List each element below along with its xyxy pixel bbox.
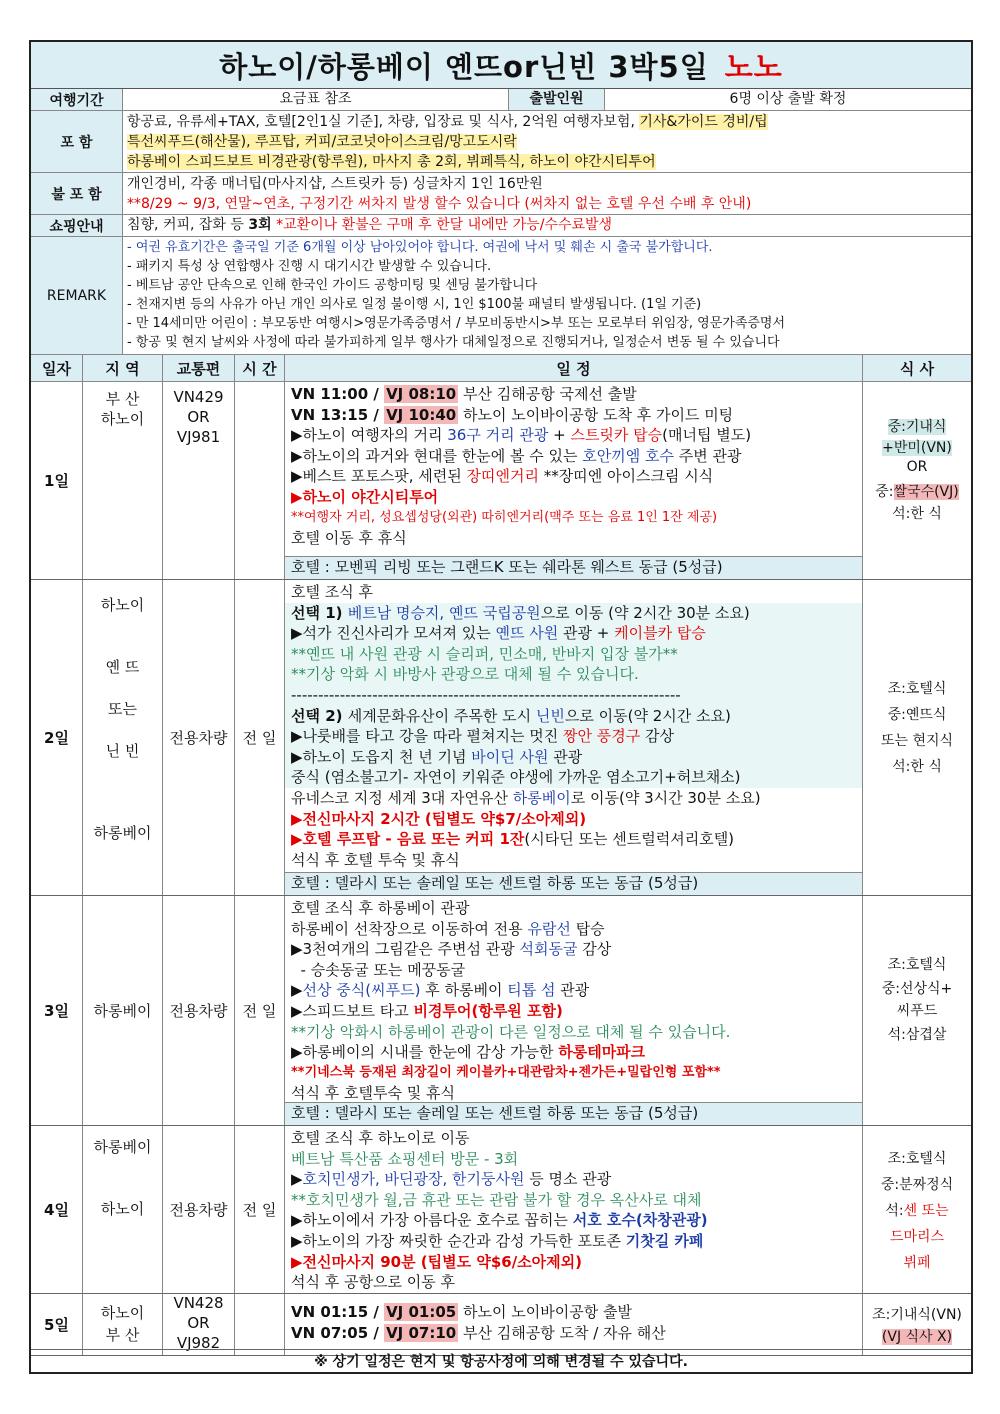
day-4-region [83,1126,163,1293]
day-2-rest: 석식 후 호텔 투숙 및 휴식 [291,850,460,869]
day-1-flight-vj: VJ981 [176,428,221,446]
day-3-row [31,896,971,1126]
header-transport: 교통편 [163,355,235,381]
day-2-option-1-l2-mid: 관광 + [558,624,615,643]
day-1-time [235,382,285,579]
day-2-yentu-temple: 옌뜨 사원 [495,624,559,643]
day-2-option-1-l2: ▶석가 진신사리가 모셔져 있는 [291,624,496,643]
day-3-weather-note: **기상 악화시 하롱베이 관광이 다른 일정으로 대체 될 수 있습니다. [291,1022,731,1041]
day-2-transport: 전용차량 [163,580,235,895]
day-2-region-ninhbinh: 닌 빈 [105,742,140,760]
day-5-label: 5일 [31,1294,83,1355]
day-3-meal-lunch: 중:선상식+ [881,981,953,997]
day-2-option-2-l3-end: 관광 [548,747,583,766]
day-4-meal-dinner-2: 드마리스 [889,1229,945,1245]
day-1-trang-tien: 장띠엔거리 [466,467,539,486]
day-1-flight-vn: VN429 [173,388,224,406]
day-3-rest: 석식 후 호텔투숙 및 휴식 [291,1084,455,1103]
day-1-arrive-desc: 하노이 노이바이공항 도착 후 가이드 미팅 [458,405,734,424]
day-2-region-yentu: 옌 뜨 [105,658,140,676]
day-3-transport: 전용차량 [163,896,235,1125]
remark-content [123,237,971,354]
shopping-label: 쇼핑안내 [31,215,123,236]
footer-note: ※ 상기 일정은 현지 및 항공사정에 의해 변경될 수 있습니다. [31,1349,971,1372]
day-1-region-to: 하노이 [100,410,145,428]
day-1-region [83,382,163,579]
day-3-l5-mid: 후 하롱베이 [420,981,508,1000]
day-2-meal-breakfast: 조:호텔식 [887,681,947,697]
day-4-meal-lunch: 중:분짜정식 [880,1177,954,1193]
day-2-hotel: 호텔 : 델라시 또는 솔레일 또는 센트럴 하롱 또는 동급 (5성급) [285,872,862,895]
shopping-note: *교환이나 환불은 구매 후 한달 내에만 가능/수수료발생 [271,217,613,233]
day-1-region-from: 부 산 [105,390,140,408]
day-5-depart-vj: VJ 01:05 [386,1303,457,1321]
include-line-3: 하롱베이 스피드보트 비경관광(항루원), 마사지 총 2회, 뷔페특식, 하노이 야간시티투어 [127,154,656,170]
day-3-l3-end: 감상 [577,940,612,959]
day-2-yentu-park: 베트남 명승지, 옌뜨 국립공원 [347,603,541,622]
day-5-meals [863,1294,971,1355]
day-2-option-2-l3: ▶하노이 도읍지 천 년 기념 [291,747,472,766]
day-2-region-or: 또는 [108,700,137,718]
day-5-time [235,1294,285,1355]
day-1-meal-pho: 쌀국수(VJ) [893,484,959,500]
day-2-row [31,580,971,896]
day-5-flight-vj: VJ982 [176,1334,221,1352]
day-1-depart-vj: VJ 08:10 [386,385,457,403]
day-5-flight-vn: VN428 [173,1294,224,1312]
day-4-l6-text: ▶하노이의 가장 짜릿한 순간과 감성 가득한 포토존 [291,1231,626,1250]
day-3-label: 3일 [31,896,83,1125]
day-4-massage: ▶전신마사지 90분 (팁별도 약$6/소아제외) [291,1252,583,1271]
remark-6: - 항공 및 현지 날씨와 사정에 따라 불가피하게 일부 행사가 대체일정으로 진행되거나, 일정순서 변동 될 수 있습니다 [127,335,780,350]
day-5-depart-desc: 하노이 노이바이공항 출발 [458,1303,632,1321]
day-2-option-1-note-2: **기상 악화 시 바방사 관광으로 대체 될 수 있습니다. [291,665,639,684]
day-1-streetcar: 스트릿카 탑승 [570,426,663,445]
day-3-l2-end: 탑승 [570,919,605,938]
day-1-l3-plus: + [548,426,571,445]
day-3-l8-text: ▶하롱베이의 시내를 한눈에 감상 가능한 [291,1043,559,1062]
shopping-content [123,215,971,236]
day-4-row [31,1126,971,1294]
day-1-depart-desc: 부산 김해공항 국제선 출발 [458,385,637,403]
day-4-meal-dinner: 센 또는 [903,1203,949,1219]
day-2-region-hanoi: 하노이 [100,596,145,614]
day-2-breakfast: 호텔 조식 후 [291,583,373,601]
header-itinerary: 일 정 [285,355,863,381]
day-3-l5-bullet: ▶ [291,981,303,1000]
include-label: 포 함 [31,111,123,172]
remark-5: - 만 14세미만 어린이 : 부모동반 여행시>영문가족증명서 / 부모비동반시>부 또는 모로부터 위임장, 영문가족증명서 [127,316,786,331]
day-1-rest: 호텔 이동 후 휴식 [291,529,407,548]
remark-2: - 패키지 특성 상 연합행사 진행 시 대기시간 발생할 수 있습니다. [127,259,492,274]
day-1-hoan-kiem: 호안끼엠 호수 [582,446,674,465]
day-1-icecream: **장띠엔 아이스크림 시식 [538,467,714,486]
day-3-themepark-note: **기네스북 등재된 최장길이 케이블카+대관람차+젠가든+밀랍인형 포함** [291,1064,721,1080]
day-4-west-lake: 서호 호수(차창관광) [572,1211,708,1230]
shopping-count: 3회 [248,217,272,233]
day-3-l1: 호텔 조식 후 하롱베이 관광 [291,899,470,917]
day-2-divider: ------------------------------------------------------------------------ [291,685,681,704]
day-4-closed-note: **호치민생가 월,금 휴관 또는 관람 불가 할 경우 옥산사로 대체 [291,1190,702,1209]
itinerary-sheet [29,40,973,1374]
remark-row [31,237,971,355]
day-4-label: 4일 [31,1126,83,1293]
day-1-meal-lunch-prefix: 중: [875,484,894,500]
day-2-option-2-text: 세계문화유산이 주목한 도시 [347,706,536,725]
day-2-meal-dinner: 석:한 식 [892,759,942,775]
day-4-shopping: 베트남 특산품 쇼핑센터 방문 - 3회 [291,1149,519,1168]
remark-label: REMARK [31,237,123,354]
day-2-option-2-lunch: 중식 (염소불고기- 자연이 키워준 야생에 가까운 염소고기+허브채소) [291,768,741,787]
day-4-train-cafe: 기찻길 카페 [625,1231,704,1250]
day-3-cruise: 유람선 [527,919,571,938]
day-1-36-streets: 36구 거리 관광 [447,426,549,445]
day-5-arrive-desc: 부산 김해공항 도착 / 자유 해산 [458,1323,666,1342]
day-2-ninhbinh: 닌빈 [535,706,565,725]
day-2-rooftop-hotel: (시타딘 또는 센트럴럭셔리호텔) [524,830,735,849]
day-5-row [31,1294,971,1356]
day-3-l2-text: 하롱베이 선착장으로 이동하여 전용 [291,919,528,938]
period-row [31,89,971,111]
exclude-content [123,173,971,214]
remark-1: - 여권 유효기간은 출국일 기준 6개월 이상 남아있어야 합니다. 여권에 낙서 및 훼손 시 출국 불가합니다. [127,240,713,255]
day-1-arrive-vn: VN 13:15 / [291,405,385,424]
day-4-ho-chi-minh: 호치민생가, 바딘광장, 한기둥사원 [302,1170,525,1189]
day-5-arrive-vj: VJ 07:10 [386,1323,457,1342]
exclude-row [31,173,971,215]
day-3-titop: 티톱 섬 [507,981,556,1000]
day-3-themepark: 하롱테마파크 [558,1043,646,1062]
shopping-items: 침향, 커피, 잡화 등 [127,217,249,233]
day-2-meal-lunch: 중:옌뜨식 [887,707,947,723]
day-2-halong: 하롱베이 [512,788,571,807]
day-2-region-halong: 하롱베이 [93,824,152,842]
day-2-option-2-label: 선택 2) [291,706,348,725]
day-4-meal-dinner-3: 뷔페 [903,1255,931,1271]
day-1-label: 1일 [31,382,83,579]
day-3-hotel: 호텔 : 델라시 또는 솔레일 또는 센트럴 하롱 또는 동급 (5성급) [285,1102,862,1125]
day-1-meal-dinner: 석:한 식 [892,506,942,522]
include-line-1-text: 항공료, 유류세+TAX, 호텔[2인1실 기준], 차량, 입장료 및 식사, 2억원 여행자보험, [127,114,640,130]
day-1-meals [863,382,971,579]
day-2-trang-an: 짱안 풍경구 [563,727,641,746]
day-2-bai-dinh: 바이딘 사원 [471,747,549,766]
day-5-arrive-vn: VN 07:05 / [291,1323,385,1342]
include-content [123,111,971,172]
day-3-region: 하롱베이 [83,896,163,1125]
day-5-or: OR [187,1314,210,1332]
day-1-itinerary [285,382,863,579]
day-3-meal-lunch-seafood: 씨푸드 [896,1003,938,1019]
day-2-massage: ▶전신마사지 2시간 (팁별도 약$7/소아제외) [291,809,587,828]
day-2-meals [863,580,971,895]
page-title [31,42,971,89]
shopping-row [31,215,971,237]
day-2-region [83,580,163,895]
day-4-region-to: 하노이 [100,1200,145,1218]
day-1-row [31,382,971,580]
day-3-caves-options: - 승솟동굴 또는 메꿍동굴 [291,960,466,979]
include-guide-tip: 기사&가이드 경비/팁 [639,114,768,130]
exclude-label: 불 포 함 [31,173,123,214]
day-2-itinerary [285,580,863,895]
remark-4: - 천재지변 등의 사유가 아닌 개인 의사로 일정 불이행 시, 1인 $100불 패널티 발생됩니다. (1일 기준) [127,297,702,312]
day-3-itinerary [285,896,863,1125]
day-4-region-from: 하롱베이 [93,1138,152,1156]
day-5-region-to: 부 산 [105,1326,140,1344]
day-2-cablecar: 케이블카 탑승 [614,624,706,643]
period-label: 여행기간 [31,89,123,110]
day-2-time: 전 일 [235,580,285,895]
day-4-to-airport: 석식 후 공항으로 이동 후 [291,1273,455,1292]
day-3-time: 전 일 [235,896,285,1125]
day-3-meal-dinner: 석:삼겹살 [887,1027,947,1043]
header-time: 시 간 [235,355,285,381]
day-1-meal-banhmi: +반미(VN) [882,440,952,456]
day-1-l5-text: ▶베스트 포토스팟, 세련된 [291,467,467,486]
header-region: 지 역 [83,355,163,381]
day-2-l5-text: 유네스코 지정 세계 3대 자연유산 [291,788,513,807]
day-4-l5-text: ▶하노이에서 가장 아름다운 호수로 꼽히는 [291,1211,573,1230]
header-meal: 식 사 [899,359,935,378]
day-1-night-tour: ▶하노이 야간시티투어 [291,487,439,506]
day-5-transport [163,1294,235,1355]
day-3-l6-text: ▶스피드보트 타고 [291,1001,414,1020]
day-2-option-1-move: 으로 이동 (약 2시간 30분 소요) [540,603,750,622]
day-5-itinerary [285,1294,863,1355]
day-4-time: 전 일 [235,1126,285,1293]
day-4-l3-bullet: ▶ [291,1170,303,1189]
day-1-depart-vn: VN 11:00 / [291,385,385,403]
day-4-l3-end: 등 명소 관광 [524,1170,612,1189]
day-2-rooftop: ▶호텔 루프탑 - 음료 또는 커피 1잔 [291,830,525,849]
day-1-hotel: 호텔 : 모벤픽 리빙 또는 그랜드K 또는 쉐라톤 웨스트 동급 (5성급) [285,556,862,579]
day-1-arrive-vj: VJ 10:40 [386,405,457,424]
title-main: 하노이/하롱베이 옌뜨or닌빈 3박5일 [219,49,709,84]
day-2-option-1-label: 선택 1) [291,603,348,622]
period-value: 요금표 참조 [123,89,509,110]
day-3-l5-end: 관광 [555,981,590,1000]
day-5-depart-vn: VN 01:15 / [291,1303,385,1321]
day-4-meal-dinner-prefix: 석: [885,1203,904,1219]
day-2-option-2-move: 으로 이동(약 2시간 소요) [564,706,731,725]
day-3-speedboat: 비경투어(항루원 포함) [413,1001,563,1020]
day-1-meal-lunch-vn: 중:기내식 [887,419,947,435]
day-3-meal-breakfast: 조:호텔식 [887,957,947,973]
title-suffix: 노노 [724,49,783,84]
day-4-itinerary [285,1126,863,1293]
exclude-line-2: **8/29 ~ 9/3, 연말~연초, 구정기간 써차지 발생 할수 있습니다 (써차지 없는 호텔 우선 수배 후 안내) [127,196,752,212]
include-line-2: 특선씨푸드(해산물), 루프탑, 커피/코코넛아이스크림/망고도시락 [127,134,517,150]
schedule-table [31,355,971,1356]
day-3-l3-text: ▶3천여개의 그림같은 주변섬 관광 [291,940,520,959]
day-1-l3-text: ▶하노이 여행자의 거리 [291,426,448,445]
day-1-meal-or: OR [906,459,928,475]
include-row [31,111,971,173]
day-2-option-1-note-1: **옌뜨 내 사원 관광 시 슬리퍼, 민소매, 반바지 입장 불가** [291,644,678,663]
day-4-l1: 호텔 조식 후 하노이로 이동 [291,1129,470,1147]
day-2-meal-lunch-alt: 또는 현지식 [880,733,954,749]
day-5-meal-vn: 조:기내식(VN) [872,1307,962,1323]
day-3-meals [863,896,971,1125]
day-1-l4-end: 주변 관광 [673,446,742,465]
depart-label: 출발인원 [509,89,605,110]
day-5-region [83,1294,163,1355]
include-line-1 [127,112,967,132]
schedule-header [31,355,971,382]
day-3-cave: 석회동굴 [519,940,578,959]
day-3-seafood-lunch: 선상 중식(씨푸드) [302,981,421,1000]
remark-3: - 베트남 공안 단속으로 인해 한국인 가이드 공항미팅 및 센딩 불가합니다 [127,278,538,293]
day-2-option-2-l2-end: 감상 [640,727,674,746]
day-1-l4-text: ▶하노이의 과거와 현대를 한눈에 볼 수 있는 [291,446,583,465]
day-5-region-from: 하노이 [100,1304,145,1322]
day-1-or: OR [187,408,210,426]
day-4-meals [863,1126,971,1293]
day-4-meal-breakfast: 조:호텔식 [887,1151,947,1167]
day-4-transport: 전용차량 [163,1126,235,1293]
day-5-meal-vj: (VJ 식사 X) [881,1329,953,1345]
exclude-line-1: 개인경비, 각종 매너팁(마사지샵, 스트릿카 등) 싱글차지 1인 16만원 [127,176,543,192]
day-1-l3-tip: (매너팁 별도) [662,426,752,445]
day-1-night-note: **여행자 거리, 성요셉성당(외관) 따히엔거리(맥주 또는 음료 1인 1잔 제공) [291,509,718,525]
depart-value: 6명 이상 출발 확정 [729,91,847,107]
day-2-label: 2일 [31,580,83,895]
day-1-transport [163,382,235,579]
day-2-l5-end: 로 이동(약 3시간 30분 소요) [570,788,761,807]
day-2-option-2-l2: ▶나룻배를 타고 강을 따라 펼쳐지는 멋진 [291,727,563,746]
header-day: 일자 [31,355,83,381]
